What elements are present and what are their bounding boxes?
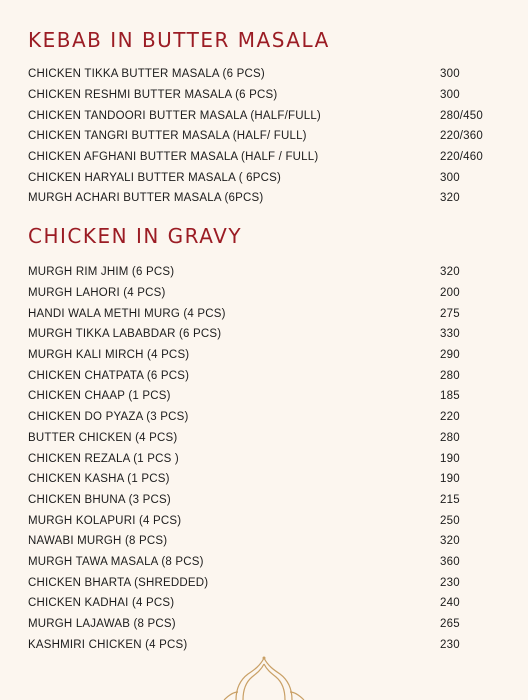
menu-item-price: 240	[440, 597, 460, 610]
menu-item-name: CHICKEN RESHMI BUTTER MASALA (6 PCS)	[28, 89, 278, 102]
menu-item-name: CHICKEN TANGRI BUTTER MASALA (HALF/ FULL)	[28, 130, 307, 143]
menu-item-price: 220/360	[440, 130, 483, 143]
menu-item-name: CHICKEN KASHA (1 PCS)	[28, 473, 170, 486]
menu-item-price: 320	[440, 535, 460, 548]
menu-item-name: BUTTER CHICKEN (4 PCS)	[28, 431, 178, 444]
menu-item-price: 185	[440, 390, 460, 403]
menu-item	[28, 386, 498, 407]
menu-item-price: 275	[440, 307, 460, 320]
menu-item-price: 230	[440, 638, 460, 651]
menu-item	[28, 448, 498, 469]
menu-item-price: 220	[440, 411, 460, 424]
menu-item-price: 215	[440, 493, 460, 506]
menu-item-name: KASHMIRI CHICKEN (4 PCS)	[28, 638, 188, 651]
menu-item-price: 330	[440, 328, 460, 341]
menu-item-price: 230	[440, 576, 460, 589]
menu-item-price: 280	[440, 431, 460, 444]
menu-item	[28, 283, 498, 304]
menu-item-name: NAWABI MURGH (8 PCS)	[28, 535, 168, 548]
menu-item-price: 320	[440, 266, 460, 279]
menu-item	[28, 490, 498, 511]
menu-item-price: 190	[440, 473, 460, 486]
menu-item	[28, 552, 498, 573]
menu-item-price: 250	[440, 514, 460, 527]
menu-item	[28, 345, 498, 366]
menu-item	[28, 469, 498, 490]
menu-item-name: MURGH KOLAPURI (4 PCS)	[28, 514, 182, 527]
menu-item-name: MURGH KALI MIRCH (4 PCS)	[28, 349, 190, 362]
menu-item-name: CHICKEN AFGHANI BUTTER MASALA (HALF / FULL)	[28, 151, 319, 164]
menu-item-name: MURGH RIM JHIM (6 PCS)	[28, 266, 175, 279]
menu-item-price: 300	[440, 89, 460, 102]
menu-item-price: 220/460	[440, 151, 483, 164]
menu-item-name: CHICKEN CHATPATA (6 PCS)	[28, 369, 190, 382]
menu-item	[28, 407, 498, 428]
menu-item	[28, 64, 498, 85]
menu-item-name: HANDI WALA METHI MURG (4 PCS)	[28, 307, 226, 320]
menu-item	[28, 428, 498, 449]
menu-item-name: CHICKEN REZALA (1 PCS )	[28, 452, 179, 465]
menu-item-price: 280	[440, 369, 460, 382]
menu-item-name: CHICKEN TIKKA BUTTER MASALA (6 PCS)	[28, 68, 265, 81]
menu-item	[28, 188, 498, 209]
menu-item-price: 190	[440, 452, 460, 465]
menu-item	[28, 105, 498, 126]
menu-item	[28, 303, 498, 324]
menu-item-name: CHICKEN BHUNA (3 PCS)	[28, 493, 171, 506]
menu-item	[28, 531, 498, 552]
menu-item-price: 290	[440, 349, 460, 362]
menu-item	[28, 614, 498, 635]
menu-item	[28, 262, 498, 283]
menu-item	[28, 572, 498, 593]
menu-item	[28, 510, 498, 531]
menu-item	[28, 85, 498, 106]
menu-item-name: CHICKEN CHAAP (1 PCS)	[28, 390, 171, 403]
menu-item-price: 200	[440, 287, 460, 300]
menu-item	[28, 634, 498, 655]
section-title-kebab-in-butter-masala: KEBAB IN BUTTER MASALA	[28, 28, 330, 52]
menu-item-name: CHICKEN DO PYAZA (3 PCS)	[28, 411, 189, 424]
menu-item-price: 300	[440, 68, 460, 81]
menu-item-price: 320	[440, 192, 460, 205]
menu-item-price: 280/450	[440, 109, 483, 122]
menu-list-chicken-in-gravy	[28, 262, 498, 655]
menu-item	[28, 126, 498, 147]
menu-item	[28, 147, 498, 168]
menu-item-name: CHICKEN TANDOORI BUTTER MASALA (HALF/FULL)	[28, 109, 321, 122]
menu-item-name: CHICKEN KADHAI (4 PCS)	[28, 597, 175, 610]
menu-item-name: MURGH TAWA MASALA (8 PCS)	[28, 555, 204, 568]
menu-item	[28, 167, 498, 188]
menu-item-name: MURGH ACHARI BUTTER MASALA (6PCS)	[28, 192, 264, 205]
menu-item-name: MURGH TIKKA LABABDAR (6 PCS)	[28, 328, 222, 341]
menu-list-kebab-in-butter-masala	[28, 64, 498, 209]
menu-item-name: CHICKEN HARYALI BUTTER MASALA ( 6PCS)	[28, 171, 282, 184]
menu-item-price: 300	[440, 171, 460, 184]
section-title-chicken-in-gravy: CHICKEN IN GRAVY	[28, 224, 243, 248]
menu-item-price: 360	[440, 555, 460, 568]
menu-item	[28, 593, 498, 614]
menu-item-price: 265	[440, 618, 460, 631]
menu-item	[28, 324, 498, 345]
menu-item-name: MURGH LAJAWAB (8 PCS)	[28, 618, 176, 631]
menu-item	[28, 365, 498, 386]
menu-item-name: MURGH LAHORI (4 PCS)	[28, 287, 166, 300]
dome-ornament-icon	[214, 656, 314, 700]
menu-item-name: CHICKEN BHARTA (SHREDDED)	[28, 576, 209, 589]
